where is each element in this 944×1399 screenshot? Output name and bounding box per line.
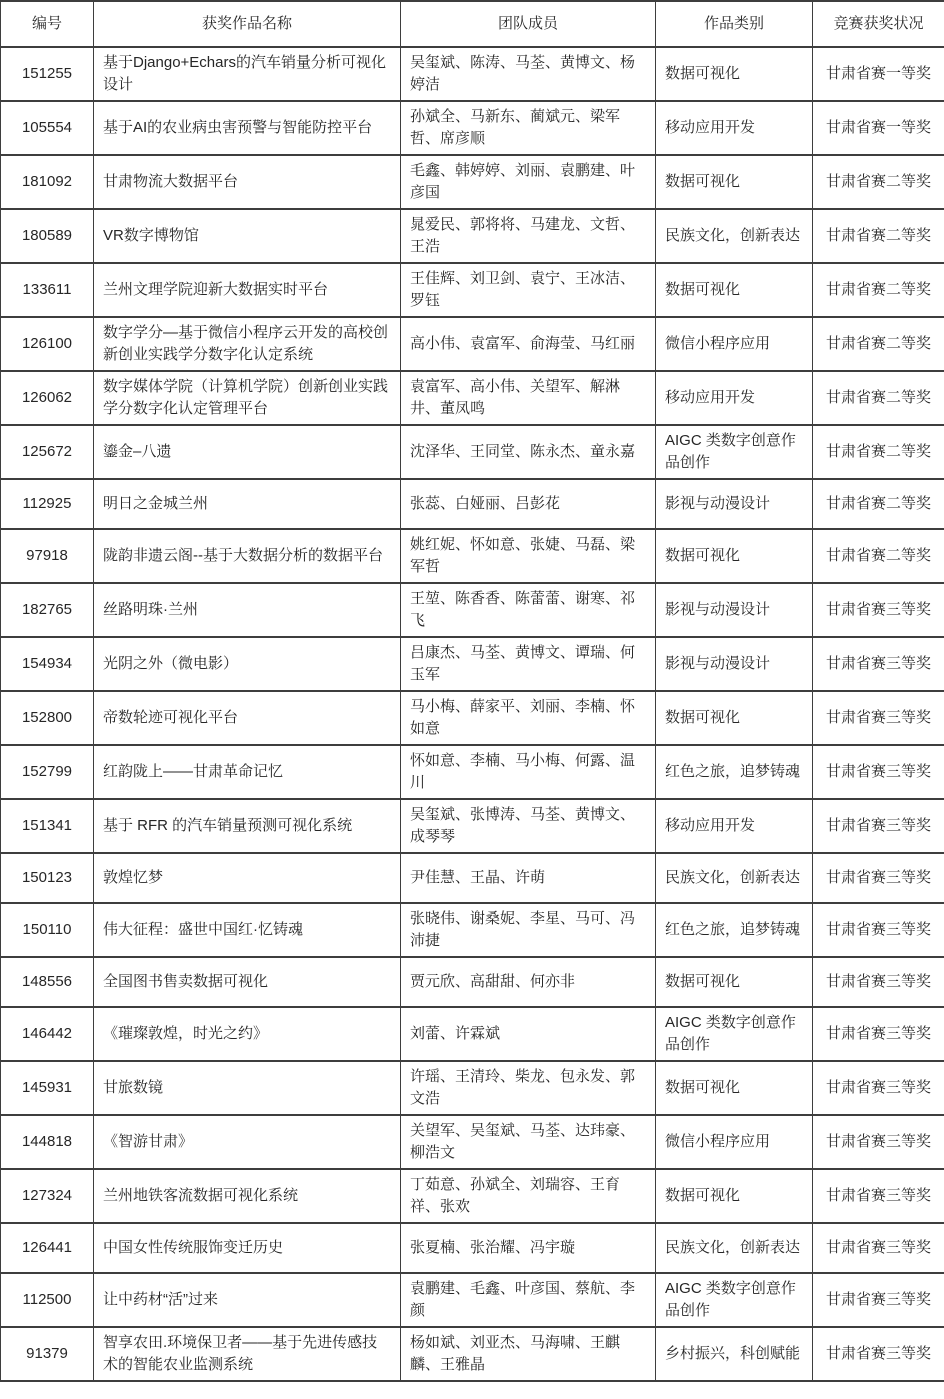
cell-members: 孙斌全、马新东、蔺斌元、梁军哲、席彦顺 bbox=[401, 101, 656, 155]
cell-members: 王佳辉、刘卫剑、袁宁、王冰洁、罗钰 bbox=[401, 263, 656, 317]
cell-category: 数据可视化 bbox=[656, 155, 813, 209]
cell-category: 数据可视化 bbox=[656, 263, 813, 317]
cell-id: 97918 bbox=[1, 529, 94, 583]
cell-category: 数据可视化 bbox=[656, 691, 813, 745]
cell-title: 明日之金城兰州 bbox=[94, 479, 401, 529]
cell-title: 《智游甘肃》 bbox=[94, 1115, 401, 1169]
cell-members: 毛鑫、韩婷婷、刘丽、袁鹏建、叶彦国 bbox=[401, 155, 656, 209]
cell-id: 126441 bbox=[1, 1223, 94, 1273]
cell-title: 数字媒体学院（计算机学院）创新创业实践学分数字化认定管理平台 bbox=[94, 371, 401, 425]
cell-title: 全国图书售卖数据可视化 bbox=[94, 957, 401, 1007]
cell-id: 154934 bbox=[1, 637, 94, 691]
cell-award: 甘肃省赛二等奖 bbox=[813, 479, 944, 529]
cell-category: 微信小程序应用 bbox=[656, 1115, 813, 1169]
cell-members: 张夏楠、张治耀、冯宇璇 bbox=[401, 1223, 656, 1273]
cell-category: 数据可视化 bbox=[656, 529, 813, 583]
cell-members: 关望军、吴玺斌、马荃、达玮豪、柳浩文 bbox=[401, 1115, 656, 1169]
table-row bbox=[1, 1007, 944, 1061]
cell-award: 甘肃省赛三等奖 bbox=[813, 1007, 944, 1061]
cell-members: 晁爱民、郭将将、马建龙、文哲、王浩 bbox=[401, 209, 656, 263]
cell-category: 红色之旅，追梦铸魂 bbox=[656, 903, 813, 957]
cell-id: 105554 bbox=[1, 101, 94, 155]
cell-award: 甘肃省赛二等奖 bbox=[813, 155, 944, 209]
cell-members: 许瑶、王清玲、柴龙、包永发、郭文浩 bbox=[401, 1061, 656, 1115]
cell-award: 甘肃省赛一等奖 bbox=[813, 101, 944, 155]
cell-id: 148556 bbox=[1, 957, 94, 1007]
table-header bbox=[1, 1, 944, 47]
table-row bbox=[1, 529, 944, 583]
cell-award: 甘肃省赛二等奖 bbox=[813, 317, 944, 371]
cell-title: 中国女性传统服饰变迁历史 bbox=[94, 1223, 401, 1273]
cell-award: 甘肃省赛二等奖 bbox=[813, 371, 944, 425]
cell-members: 吴玺斌、张博涛、马荃、黄博文、成琴琴 bbox=[401, 799, 656, 853]
cell-id: 152799 bbox=[1, 745, 94, 799]
table-row bbox=[1, 479, 944, 529]
cell-category: AIGC 类数字创意作品创作 bbox=[656, 1273, 813, 1327]
cell-members: 尹佳慧、王晶、许萌 bbox=[401, 853, 656, 903]
cell-title: 丝路明珠·兰州 bbox=[94, 583, 401, 637]
table-row bbox=[1, 1327, 944, 1381]
table-row bbox=[1, 101, 944, 155]
cell-members: 沈泽华、王同堂、陈永杰、童永嘉 bbox=[401, 425, 656, 479]
cell-members: 杨如斌、刘亚杰、马海啸、王麒麟、王雅晶 bbox=[401, 1327, 656, 1381]
cell-id: 112500 bbox=[1, 1273, 94, 1327]
cell-category: 影视与动漫设计 bbox=[656, 479, 813, 529]
cell-award: 甘肃省赛三等奖 bbox=[813, 957, 944, 1007]
cell-category: 数据可视化 bbox=[656, 47, 813, 101]
cell-members: 张蕊、白娅丽、吕彭花 bbox=[401, 479, 656, 529]
cell-title: 基于 RFR 的汽车销量预测可视化系统 bbox=[94, 799, 401, 853]
cell-title: VR数字博物馆 bbox=[94, 209, 401, 263]
cell-title: 甘肃物流大数据平台 bbox=[94, 155, 401, 209]
cell-award: 甘肃省赛三等奖 bbox=[813, 1327, 944, 1381]
table-row bbox=[1, 583, 944, 637]
cell-title: 《璀璨敦煌，时光之约》 bbox=[94, 1007, 401, 1061]
table-row bbox=[1, 957, 944, 1007]
table-row bbox=[1, 425, 944, 479]
table-row bbox=[1, 317, 944, 371]
table-row bbox=[1, 853, 944, 903]
cell-title: 让中药材“活”过来 bbox=[94, 1273, 401, 1327]
cell-id: 152800 bbox=[1, 691, 94, 745]
cell-id: 182765 bbox=[1, 583, 94, 637]
cell-id: 180589 bbox=[1, 209, 94, 263]
cell-id: 145931 bbox=[1, 1061, 94, 1115]
cell-award: 甘肃省赛三等奖 bbox=[813, 903, 944, 957]
cell-category: 移动应用开发 bbox=[656, 799, 813, 853]
table-row bbox=[1, 155, 944, 209]
cell-category: 移动应用开发 bbox=[656, 371, 813, 425]
table-row bbox=[1, 1223, 944, 1273]
cell-category: 移动应用开发 bbox=[656, 101, 813, 155]
table-row bbox=[1, 1115, 944, 1169]
cell-members: 吴玺斌、陈涛、马荃、黄博文、杨婷洁 bbox=[401, 47, 656, 101]
cell-category: 民族文化，创新表达 bbox=[656, 1223, 813, 1273]
cell-award: 甘肃省赛三等奖 bbox=[813, 853, 944, 903]
header-award: 竞赛获奖状况 bbox=[813, 1, 944, 47]
cell-title: 帝数轮迹可视化平台 bbox=[94, 691, 401, 745]
cell-id: 112925 bbox=[1, 479, 94, 529]
cell-id: 150110 bbox=[1, 903, 94, 957]
table-row bbox=[1, 903, 944, 957]
table-row bbox=[1, 1061, 944, 1115]
cell-members: 刘蕾、许霖斌 bbox=[401, 1007, 656, 1061]
table-row bbox=[1, 691, 944, 745]
cell-members: 袁鹏建、毛鑫、叶彦国、蔡航、李颜 bbox=[401, 1273, 656, 1327]
cell-award: 甘肃省赛二等奖 bbox=[813, 263, 944, 317]
cell-category: 民族文化，创新表达 bbox=[656, 853, 813, 903]
cell-award: 甘肃省赛三等奖 bbox=[813, 637, 944, 691]
table-row bbox=[1, 47, 944, 101]
table-row bbox=[1, 1169, 944, 1223]
cell-members: 袁富军、高小伟、关望军、解淋井、董凤鸣 bbox=[401, 371, 656, 425]
cell-title: 智享农田.环境保卫者——基于先进传感技术的智能农业监测系统 bbox=[94, 1327, 401, 1381]
cell-id: 126062 bbox=[1, 371, 94, 425]
cell-category: AIGC 类数字创意作品创作 bbox=[656, 425, 813, 479]
cell-title: 伟大征程：盛世中国红·忆铸魂 bbox=[94, 903, 401, 957]
cell-category: 数据可视化 bbox=[656, 1169, 813, 1223]
cell-members: 高小伟、袁富军、俞海莹、马红丽 bbox=[401, 317, 656, 371]
cell-members: 丁茹意、孙斌全、刘瑞容、王育祥、张欢 bbox=[401, 1169, 656, 1223]
cell-title: 陇韵非遗云阁--基于大数据分析的数据平台 bbox=[94, 529, 401, 583]
cell-award: 甘肃省赛二等奖 bbox=[813, 425, 944, 479]
cell-category: AIGC 类数字创意作品创作 bbox=[656, 1007, 813, 1061]
cell-category: 乡村振兴，科创赋能 bbox=[656, 1327, 813, 1381]
cell-members: 吕康杰、马荃、黄博文、谭瑞、何玉军 bbox=[401, 637, 656, 691]
cell-category: 微信小程序应用 bbox=[656, 317, 813, 371]
cell-award: 甘肃省赛三等奖 bbox=[813, 799, 944, 853]
cell-id: 144818 bbox=[1, 1115, 94, 1169]
cell-title: 甘旅数镜 bbox=[94, 1061, 401, 1115]
cell-award: 甘肃省赛二等奖 bbox=[813, 529, 944, 583]
header-row bbox=[1, 1, 944, 47]
cell-award: 甘肃省赛三等奖 bbox=[813, 1115, 944, 1169]
cell-category: 民族文化，创新表达 bbox=[656, 209, 813, 263]
cell-award: 甘肃省赛三等奖 bbox=[813, 745, 944, 799]
cell-members: 王堃、陈香香、陈蕾蕾、谢寒、祁飞 bbox=[401, 583, 656, 637]
cell-title: 鎏金–八遗 bbox=[94, 425, 401, 479]
cell-title: 光阴之外（微电影） bbox=[94, 637, 401, 691]
cell-title: 红韵陇上——甘肃革命记忆 bbox=[94, 745, 401, 799]
cell-id: 150123 bbox=[1, 853, 94, 903]
header-title: 获奖作品名称 bbox=[94, 1, 401, 47]
cell-title: 兰州地铁客流数据可视化系统 bbox=[94, 1169, 401, 1223]
cell-id: 181092 bbox=[1, 155, 94, 209]
header-id: 编号 bbox=[1, 1, 94, 47]
cell-members: 怀如意、李楠、马小梅、何露、温川 bbox=[401, 745, 656, 799]
cell-award: 甘肃省赛三等奖 bbox=[813, 583, 944, 637]
cell-title: 敦煌忆梦 bbox=[94, 853, 401, 903]
table-row bbox=[1, 371, 944, 425]
cell-title: 基于AI的农业病虫害预警与智能防控平台 bbox=[94, 101, 401, 155]
cell-members: 贾元欣、高甜甜、何亦非 bbox=[401, 957, 656, 1007]
cell-award: 甘肃省赛三等奖 bbox=[813, 1169, 944, 1223]
cell-award: 甘肃省赛三等奖 bbox=[813, 1223, 944, 1273]
table-row bbox=[1, 745, 944, 799]
table-row bbox=[1, 637, 944, 691]
cell-members: 姚红妮、怀如意、张婕、马磊、梁军哲 bbox=[401, 529, 656, 583]
cell-title: 兰州文理学院迎新大数据实时平台 bbox=[94, 263, 401, 317]
cell-award: 甘肃省赛一等奖 bbox=[813, 47, 944, 101]
cell-category: 数据可视化 bbox=[656, 957, 813, 1007]
cell-id: 133611 bbox=[1, 263, 94, 317]
header-members: 团队成员 bbox=[401, 1, 656, 47]
table-row bbox=[1, 263, 944, 317]
cell-id: 126100 bbox=[1, 317, 94, 371]
cell-award: 甘肃省赛三等奖 bbox=[813, 1061, 944, 1115]
cell-category: 影视与动漫设计 bbox=[656, 583, 813, 637]
cell-category: 数据可视化 bbox=[656, 1061, 813, 1115]
cell-award: 甘肃省赛三等奖 bbox=[813, 1273, 944, 1327]
table-body bbox=[1, 47, 944, 1381]
cell-category: 红色之旅，追梦铸魂 bbox=[656, 745, 813, 799]
table-row bbox=[1, 209, 944, 263]
cell-title: 数字学分—基于微信小程序云开发的高校创新创业实践学分数字化认定系统 bbox=[94, 317, 401, 371]
cell-title: 基于Django+Echars的汽车销量分析可视化设计 bbox=[94, 47, 401, 101]
cell-id: 127324 bbox=[1, 1169, 94, 1223]
cell-award: 甘肃省赛二等奖 bbox=[813, 209, 944, 263]
header-category: 作品类别 bbox=[656, 1, 813, 47]
cell-id: 146442 bbox=[1, 1007, 94, 1061]
table-row bbox=[1, 799, 944, 853]
table-row bbox=[1, 1273, 944, 1327]
cell-members: 马小梅、薛家平、刘丽、李楠、怀如意 bbox=[401, 691, 656, 745]
cell-id: 151341 bbox=[1, 799, 94, 853]
cell-category: 影视与动漫设计 bbox=[656, 637, 813, 691]
cell-id: 151255 bbox=[1, 47, 94, 101]
cell-members: 张晓伟、谢桑妮、李星、马可、冯沛捷 bbox=[401, 903, 656, 957]
cell-id: 91379 bbox=[1, 1327, 94, 1381]
cell-id: 125672 bbox=[1, 425, 94, 479]
cell-award: 甘肃省赛三等奖 bbox=[813, 691, 944, 745]
